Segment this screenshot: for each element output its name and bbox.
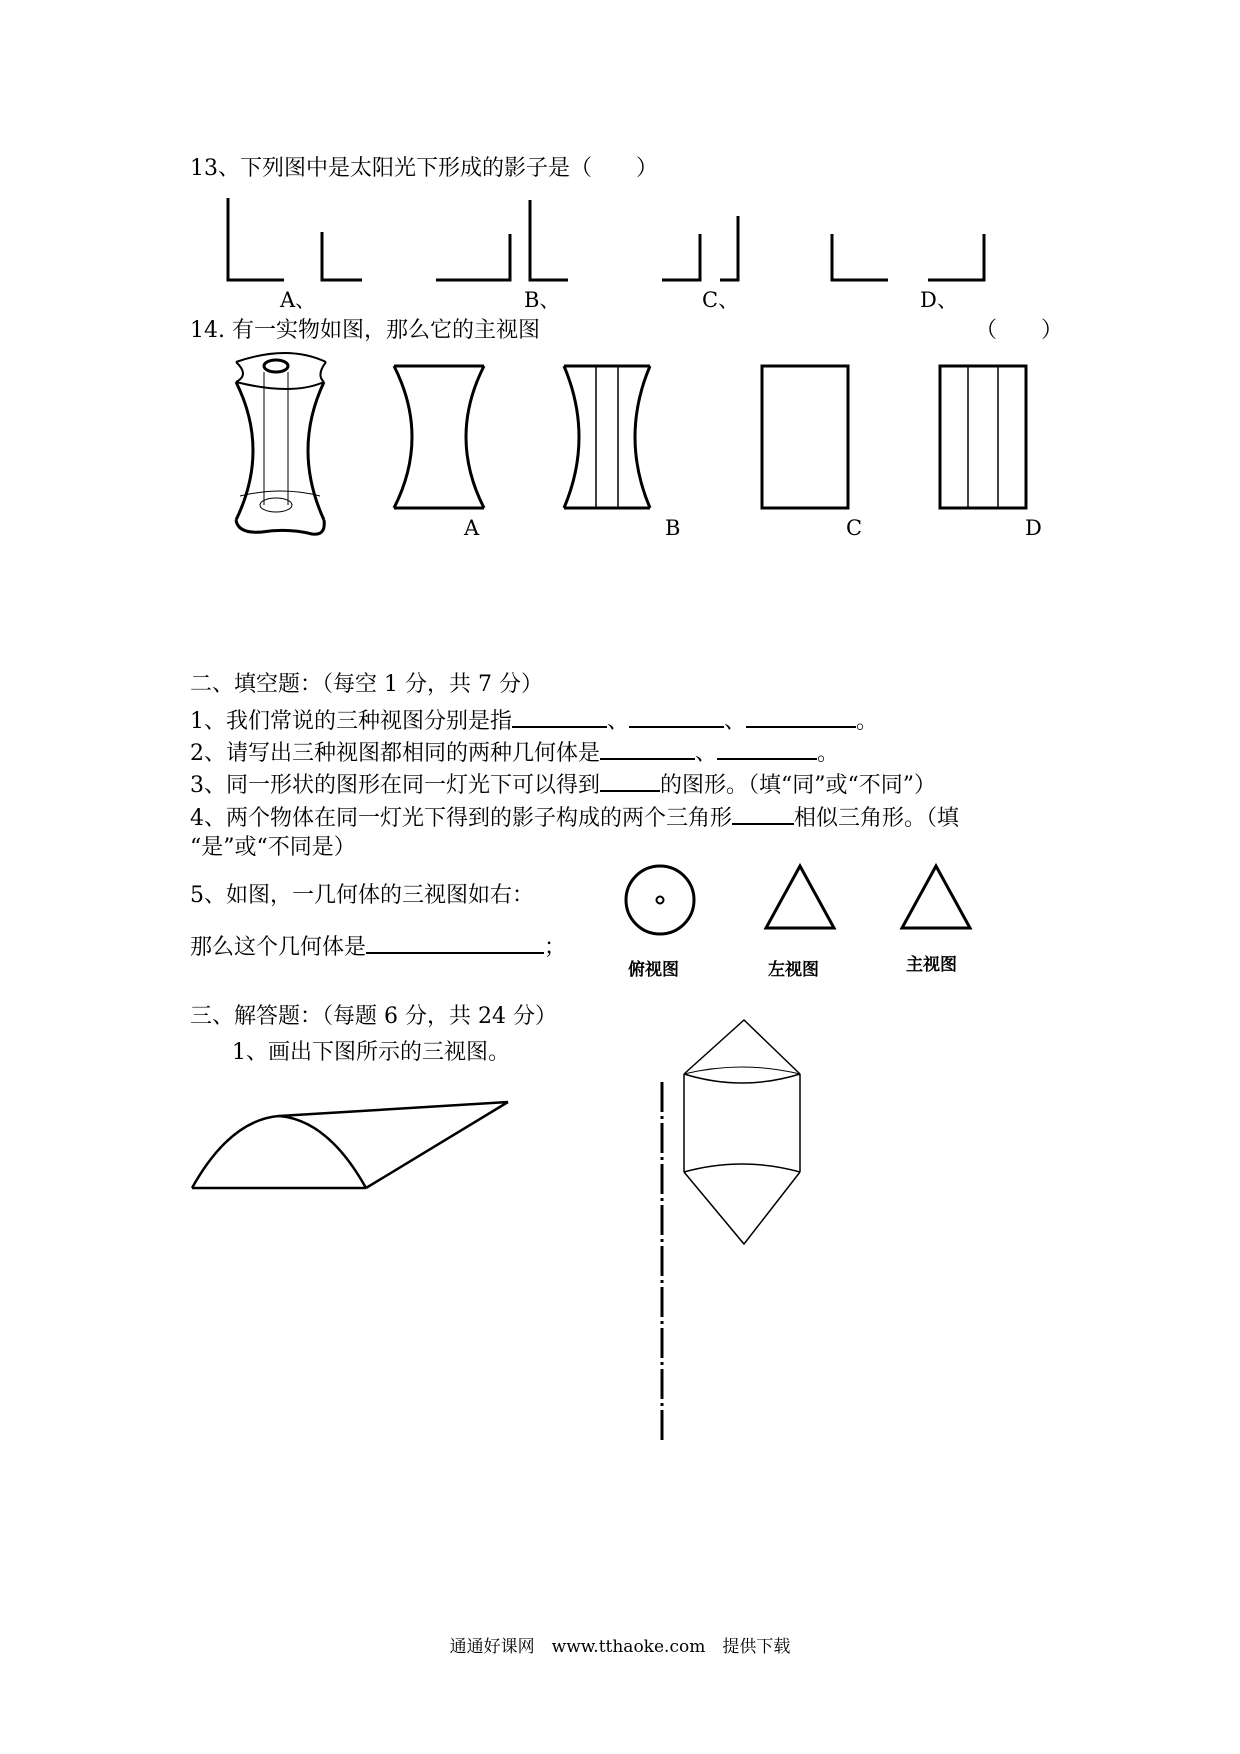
q14-option-c: C — [846, 516, 863, 540]
top-view-circle-figure — [626, 866, 694, 934]
q14-option-b: B — [665, 516, 681, 540]
q14-object-figure — [236, 353, 326, 534]
fill-q3-text: 3、同一形状的图形在同一灯光下可以得到 — [190, 773, 600, 798]
q13-text: 13、下列图中是太阳光下形成的影子是（ ） — [190, 156, 658, 181]
q14-option-d: D — [1025, 516, 1042, 540]
shadow-figure-a — [228, 198, 362, 280]
cone-cylinder-cone-figure — [684, 1020, 800, 1244]
end-mark: ； — [544, 935, 567, 960]
section3-q1: 1、画出下图所示的三视图。 — [232, 1040, 510, 1065]
q13-option-a: A、 — [280, 288, 317, 312]
section2-title: 二、填空题：（每空 1 分，共 7 分） — [190, 672, 543, 697]
end-mark: 。 — [817, 741, 840, 766]
q13-option-d: D、 — [920, 288, 958, 312]
separator: 、 — [695, 741, 718, 766]
q14-option-a: A — [464, 516, 480, 540]
q14-option-b-figure — [564, 366, 650, 508]
q13-option-c: C、 — [702, 288, 740, 312]
q14-answer-paren: （ ） — [975, 318, 1064, 343]
shadow-figure-c — [662, 216, 738, 280]
q14-option-a-figure — [394, 366, 484, 508]
fill-q5-text: 那么这个几何体是 — [190, 935, 367, 960]
section3-title: 三、解答题：（每题 6 分，共 24 分） — [190, 1004, 557, 1029]
caption-top-view: 俯视图 — [628, 960, 679, 980]
q14-option-c-figure — [762, 366, 848, 508]
fill-q2-text: 2、请写出三种视图都相同的两种几何体是 — [190, 741, 600, 766]
front-view-triangle-figure — [902, 866, 970, 928]
fill-q3-text-post: 的图形。（填“同”或“不同”） — [660, 773, 936, 798]
left-view-triangle-figure — [766, 866, 834, 928]
half-cylinder-wedge-figure — [192, 1102, 508, 1188]
q13-option-b: B、 — [524, 288, 561, 312]
separator: 、 — [724, 709, 747, 734]
fill-q1-text: 1、我们常说的三种视图分别是指 — [190, 709, 512, 734]
separator: 、 — [607, 709, 630, 734]
fill-q5-line1: 5、如图，一几何体的三视图如右： — [190, 883, 534, 908]
caption-left-view: 左视图 — [768, 960, 819, 980]
shadow-figure-b — [436, 200, 568, 280]
fill-q4-line2: “是”或“不同是） — [190, 835, 356, 860]
fill-q4-text-post: 相似三角形。（填 — [794, 806, 960, 831]
fill-q4-text: 4、两个物体在同一灯光下得到的影子构成的两个三角形 — [190, 806, 732, 831]
shadow-figure-d — [832, 234, 984, 280]
end-mark: 。 — [856, 709, 879, 734]
q14-option-d-figure — [940, 366, 1026, 508]
caption-front-view: 主视图 — [906, 955, 957, 975]
footer-text: 通通好课网 www.tthaoke.com 提供下载 — [449, 1637, 791, 1657]
q14-text: 14. 有一实物如图，那么它的主视图 — [190, 318, 540, 343]
